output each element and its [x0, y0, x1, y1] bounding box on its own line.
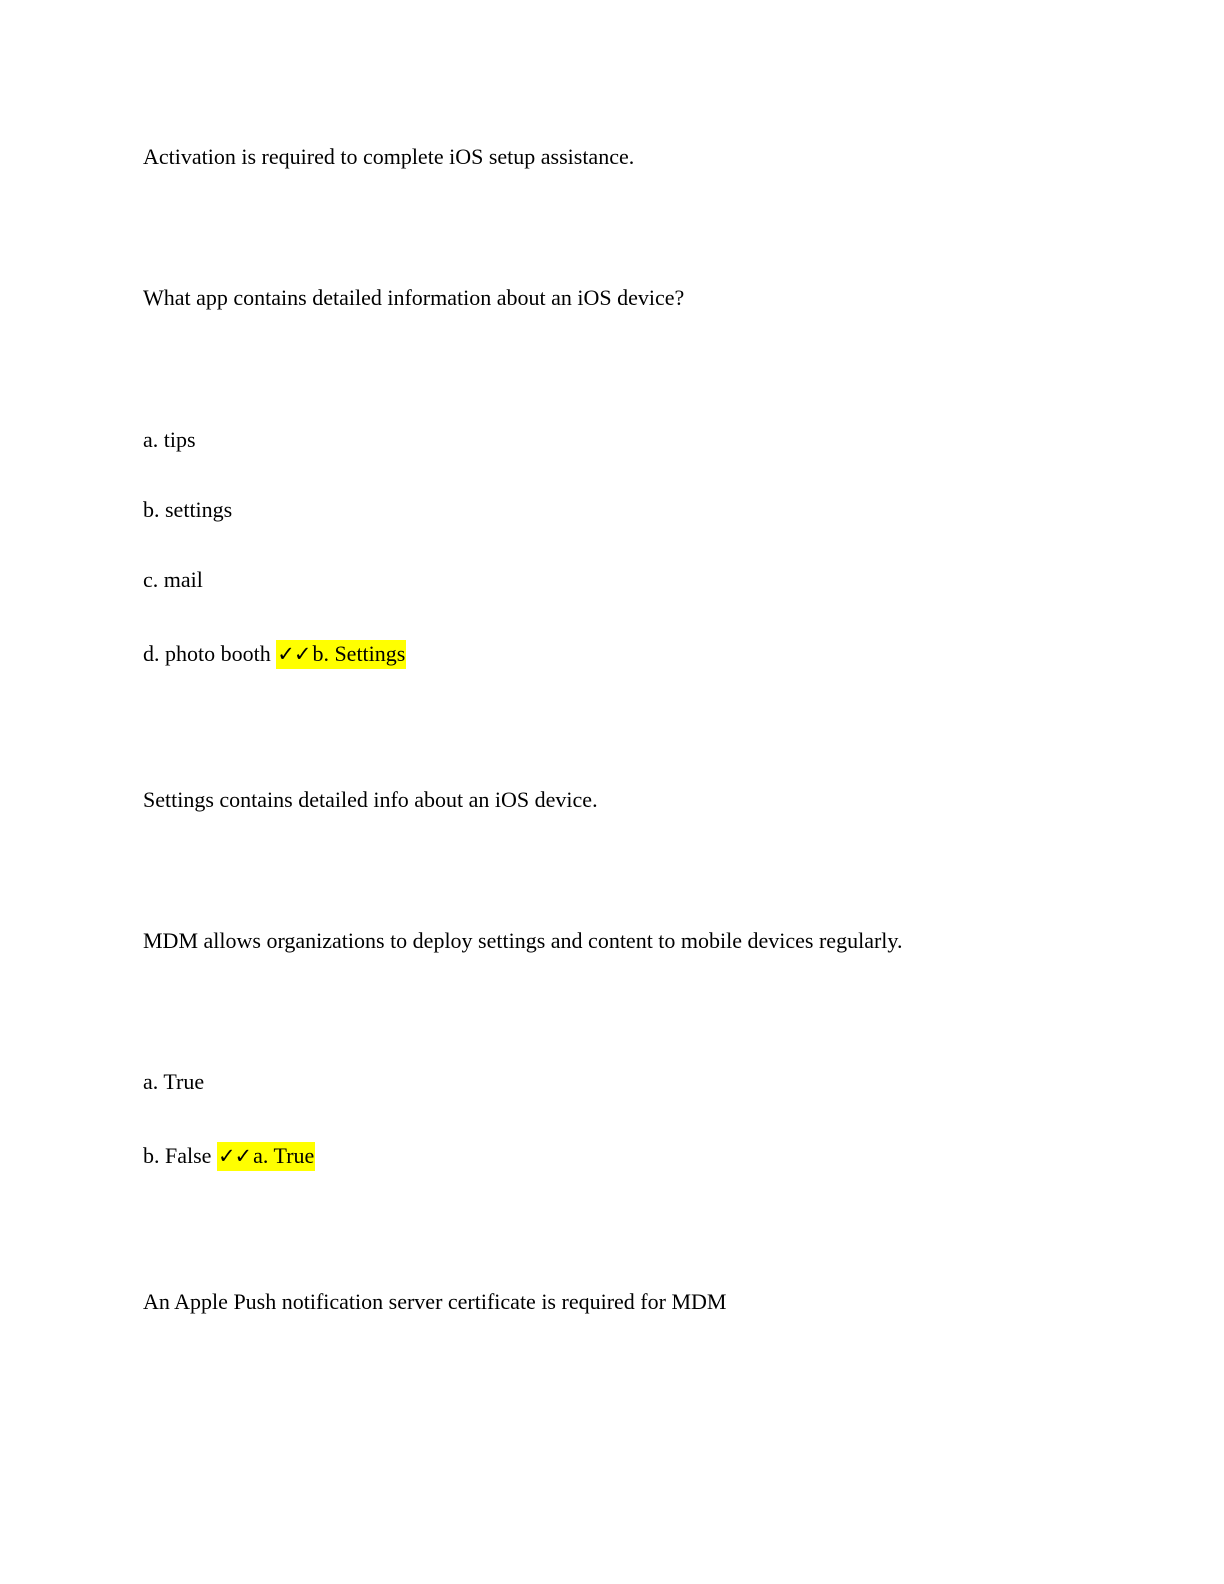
answer-highlight	[217, 1142, 315, 1171]
answer-text: a. True	[253, 1143, 315, 1168]
option-d-photo-booth: d. photo booth	[143, 641, 271, 666]
checkmark-icon: ✓✓	[277, 642, 311, 666]
option-c-mail: c. mail	[143, 567, 203, 592]
option-a-true: a. True	[143, 1069, 205, 1094]
answer-highlight	[276, 640, 406, 669]
option-b-line	[143, 1141, 315, 1171]
option-b-settings: b. settings	[143, 497, 233, 522]
checkmark-icon: ✓✓	[217, 1144, 252, 1168]
option-a-tips: a. tips	[143, 427, 196, 452]
answer-text: b. Settings	[312, 641, 406, 666]
option-d-line	[143, 639, 406, 669]
statement-settings: Settings contains detailed info about an iOS device.	[143, 787, 598, 812]
statement-activation: Activation is required to complete iOS setup assistance.	[143, 144, 635, 169]
question-mdm-prompt: MDM allows organizations to deploy settings and content to mobile devices regularly.	[143, 928, 903, 953]
question-ios-app-prompt: What app contains detailed information about an iOS device?	[143, 285, 685, 310]
option-b-false: b. False	[143, 1143, 212, 1168]
statement-apns: An Apple Push notification server certificate is required for MDM	[143, 1289, 727, 1314]
